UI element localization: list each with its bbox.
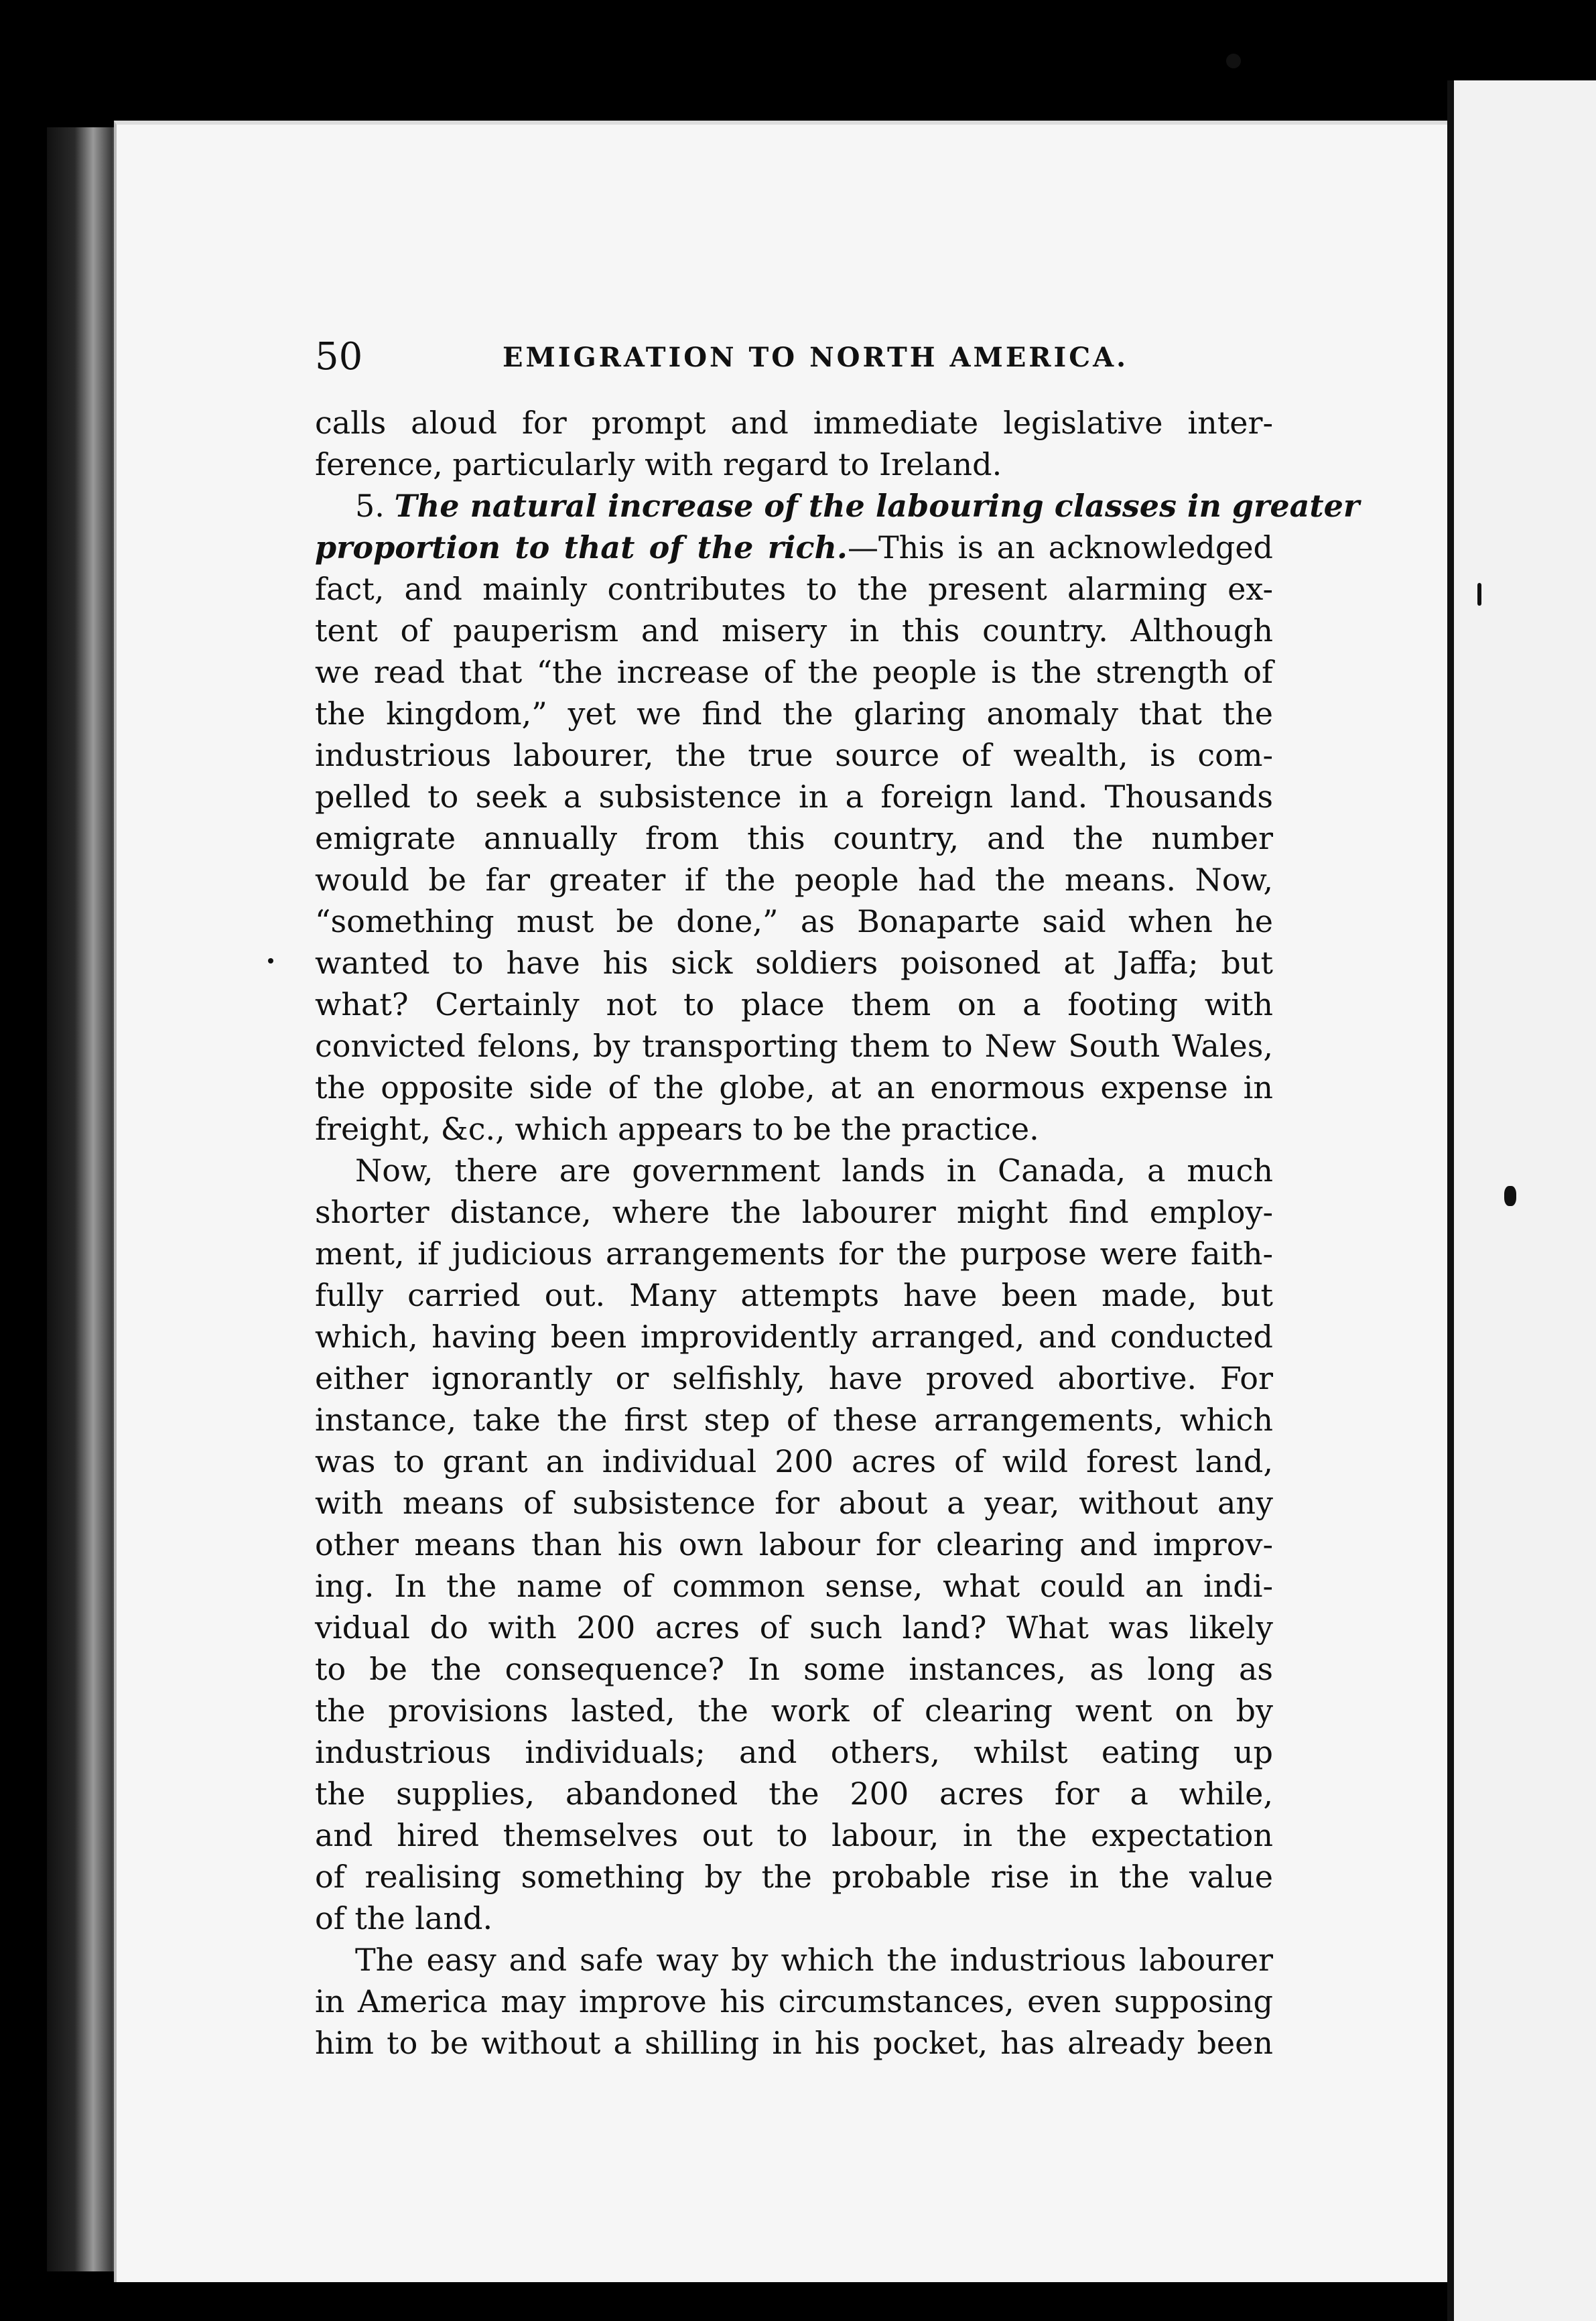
- text-line: was to grant an individual 200 acres of wild forest land,: [315, 1443, 1273, 1479]
- text-line: what? Certainly not to place them on a footing with: [315, 986, 1273, 1022]
- text-line: of realising something by the probable rise in the value: [315, 1859, 1273, 1895]
- body-text: [315, 402, 1360, 2064]
- text-line: The easy and safe way by which the industrious labourer: [355, 1942, 1273, 1978]
- text-line: ference, particularly with regard to Ireland.: [315, 446, 1002, 482]
- text-line: industrious labourer, the true source of wealth, is com-: [315, 737, 1273, 773]
- text-line: wanted to have his sick soldiers poisoned at Jaffa; but: [315, 945, 1273, 981]
- text-line: which, having been improvidently arranged, and conducted: [315, 1319, 1273, 1355]
- text-line: in America may improve his circumstances, even supposing: [315, 1983, 1273, 2019]
- text-line: emigrate annually from this country, and the number: [315, 820, 1273, 856]
- text-line: fully carried out. Many attempts have been made, but: [315, 1277, 1273, 1313]
- text-line: to be the consequence? In some instances, as long as: [315, 1651, 1273, 1687]
- text-line: shorter distance, where the labourer might find employ-: [315, 1194, 1273, 1230]
- page-number: 50: [315, 335, 363, 379]
- page-header: [201, 335, 1340, 389]
- text-line: other means than his own labour for clearing and improv-: [315, 1526, 1273, 1563]
- text-line: tent of pauperism and misery in this country. Although: [315, 612, 1273, 649]
- text-line: either ignorantly or selfishly, have proved abortive. For: [315, 1360, 1273, 1396]
- facing-page-edge: [1447, 80, 1596, 2321]
- text-line: ing. In the name of common sense, what could an indi-: [315, 1568, 1273, 1604]
- text-line: vidual do with 200 acres of such land? What was likely: [315, 1609, 1273, 1646]
- text-line: him to be without a shilling in his pocket, has already been: [315, 2025, 1273, 2061]
- text-line: Now, there are government lands in Canada, a much: [355, 1152, 1273, 1189]
- ink-speck: [1504, 1186, 1516, 1206]
- text-line: convicted felons, by transporting them to New South Wales,: [315, 1028, 1273, 1064]
- text-line: instance, take the first step of these arrangements, which: [315, 1402, 1273, 1438]
- ink-speck: [1477, 583, 1481, 606]
- ink-speck: [268, 958, 273, 964]
- text-line: “something must be done,” as Bonaparte said when he: [315, 903, 1273, 939]
- text-line: of the land.: [315, 1900, 493, 1936]
- ink-speck: [1226, 54, 1241, 68]
- text-line: would be far greater if the people had the means. Now,: [315, 862, 1273, 898]
- text-line: proportion to that of the rich.—This is an acknowledged: [315, 529, 1273, 566]
- text-line: fact, and mainly contributes to the present alarming ex-: [315, 571, 1273, 607]
- text-line: ment, if judicious arrangements for the purpose were faith-: [315, 1236, 1273, 1272]
- text-line: and hired themselves out to labour, in the expectation: [315, 1817, 1273, 1853]
- text-line: pelled to seek a subsistence in a foreign land. Thousands: [315, 779, 1273, 815]
- section-number: 5.: [355, 488, 385, 524]
- text-line: with means of subsistence for about a year, without any: [315, 1485, 1273, 1521]
- text-line: freight, &c., which appears to be the practice.: [315, 1111, 1039, 1147]
- text-line: the opposite side of the globe, at an enormous expense in: [315, 1069, 1273, 1106]
- text-line: industrious individuals; and others, whilst eating up: [315, 1734, 1273, 1770]
- text-line: [315, 485, 1360, 527]
- section-heading: The natural increase of the labouring classes in greater: [394, 488, 1360, 524]
- text-line: the provisions lasted, the work of clearing went on by: [315, 1693, 1273, 1729]
- text-line: calls aloud for prompt and immediate legislative inter-: [315, 405, 1273, 441]
- text-line: the kingdom,” yet we find the glaring anomaly that the: [315, 695, 1273, 732]
- running-head: EMIGRATION TO NORTH AMERICA.: [503, 342, 1129, 373]
- section-heading-continued: proportion to that of the rich.: [315, 529, 848, 566]
- text-line: the supplies, abandoned the 200 acres for a while,: [315, 1776, 1273, 1812]
- text-line: we read that “the increase of the people is the strength of: [315, 654, 1273, 690]
